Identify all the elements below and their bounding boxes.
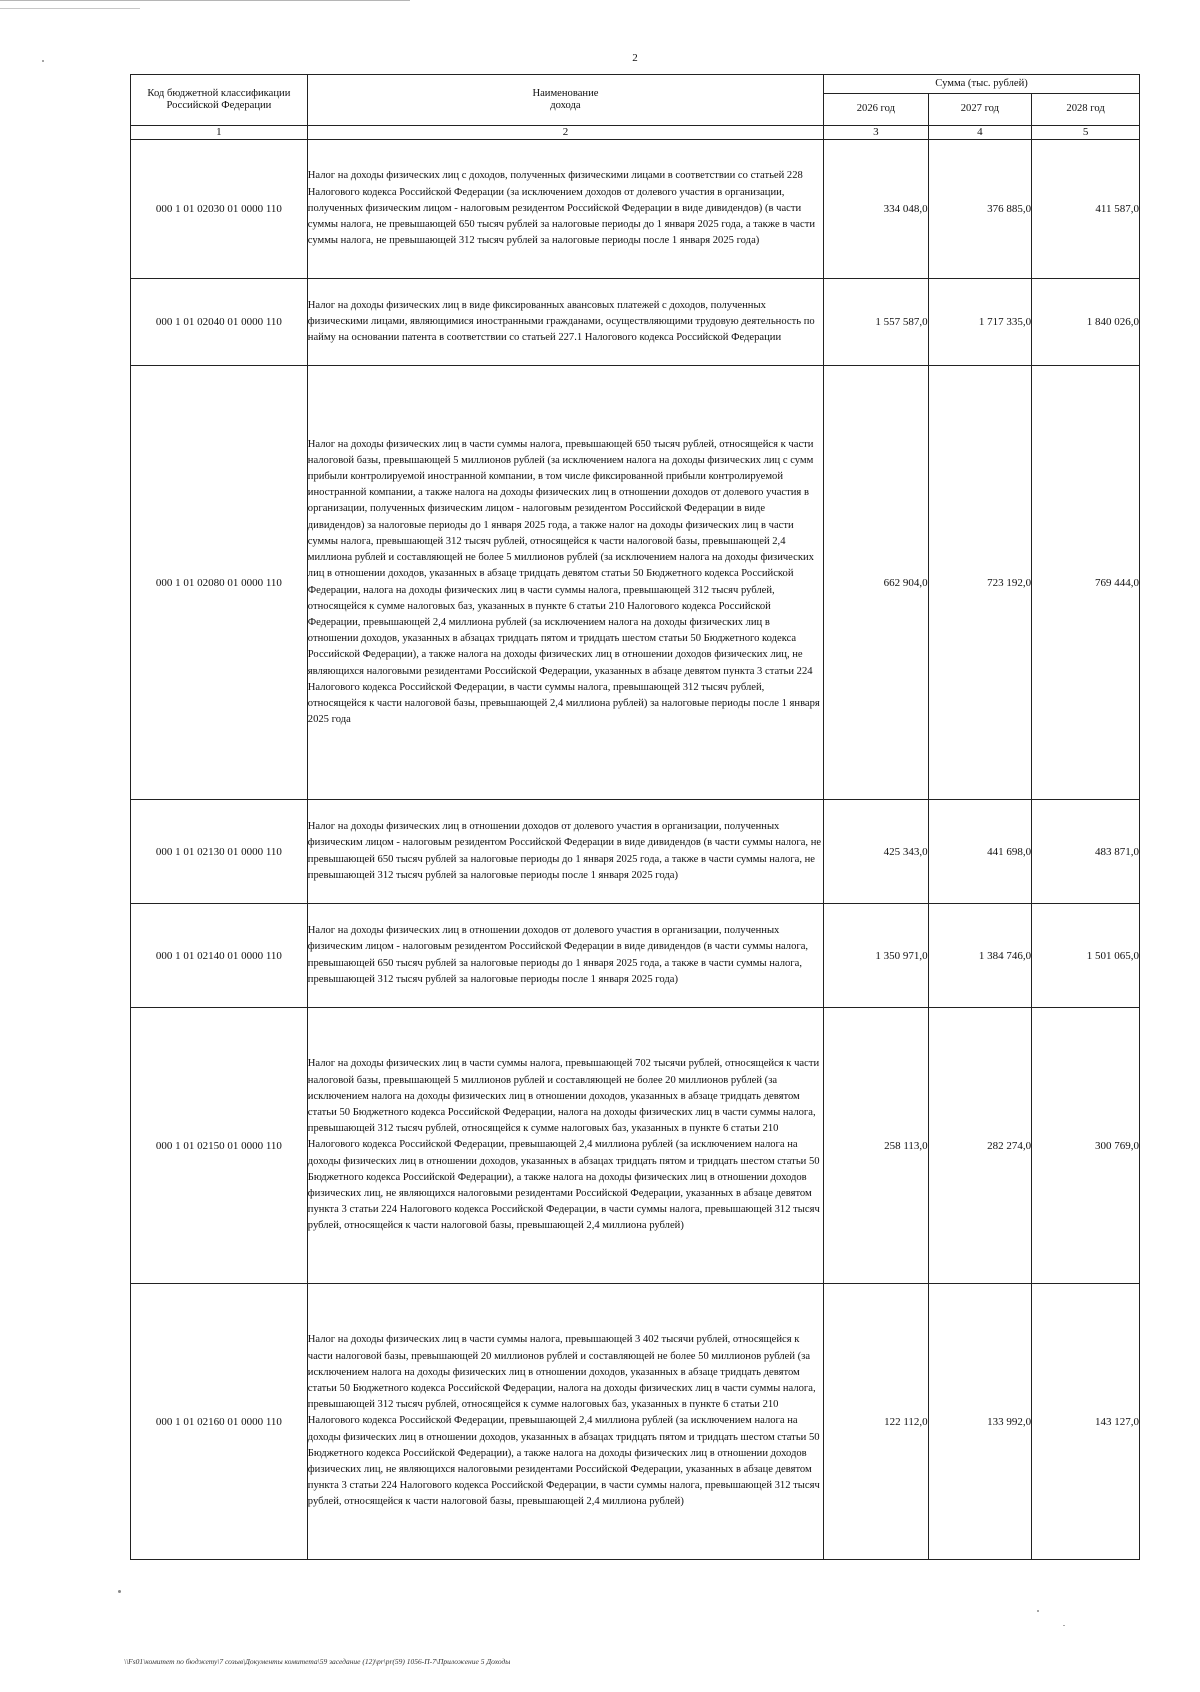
amount-2028: 411 587,0 bbox=[1032, 140, 1140, 279]
budget-code: 000 1 01 02030 01 0000 110 bbox=[131, 140, 308, 279]
table-row bbox=[131, 1008, 1140, 1284]
income-name: Налог на доходы физических лиц в отношении доходов от долевого участия в организации, полученных физическим лицом - налоговым резидентом Российской Федерации в виде дивидендов (в части суммы налога, не превышающей 650 тысяч рублей за налоговые периоды до 1 января 2025 года, а также в части суммы налога, не превышающей 312 тысяч рублей за налоговые периоды после 1 января 2025 года) bbox=[307, 800, 823, 904]
amount-2026: 334 048,0 bbox=[824, 140, 929, 279]
amount-2028: 1 501 065,0 bbox=[1032, 904, 1140, 1008]
amount-2028: 1 840 026,0 bbox=[1032, 279, 1140, 366]
table-row bbox=[131, 279, 1140, 366]
budget-table bbox=[130, 74, 1140, 1560]
budget-code: 000 1 01 02160 01 0000 110 bbox=[131, 1284, 308, 1560]
amount-2027: 723 192,0 bbox=[928, 366, 1031, 800]
budget-code: 000 1 01 02130 01 0000 110 bbox=[131, 800, 308, 904]
table-row bbox=[131, 366, 1140, 800]
income-name: Налог на доходы физических лиц с доходов, полученных физическими лицами в соответствии со статьей 228 Налогового кодекса Российской Федерации (за исключением доходов от долевого участия в организации, полученных физическим лицом - налоговым резидентом Российской Федерации в виде дивидендов) (в части суммы налога, не превышающей 650 тысяч рублей за налоговые периоды до 1 января 2025 года, а также в части суммы налога, не превышающей 312 тысяч рублей за налоговые периоды после 1 января 2025 года) bbox=[307, 140, 823, 279]
scan-edge-line bbox=[0, 0, 410, 1]
budget-code: 000 1 01 02080 01 0000 110 bbox=[131, 366, 308, 800]
budget-code: 000 1 01 02150 01 0000 110 bbox=[131, 1008, 308, 1284]
amount-2026: 662 904,0 bbox=[824, 366, 929, 800]
amount-2027: 1 384 746,0 bbox=[928, 904, 1031, 1008]
footer-file-path: \\Fs01\комитет по бюджету\7 созыв\Документы комитета\59 заседание (12)\pr\pr(59) 1056-П-7\Приложение 5 Доходы bbox=[124, 1657, 511, 1666]
column-number: 1 bbox=[131, 126, 308, 140]
income-name: Налог на доходы физических лиц в части суммы налога, превышающей 3 402 тысячи рублей, относящейся к части налоговой базы, превышающей 20 миллионов рублей и составляющей не более 50 миллионов рублей (за исключением налога на доходы физических лиц в отношении доходов, указанных в абзаце тридцать девятом статьи 50 Бюджетного кодекса Российской Федерации, налога на доходы физических лиц в части суммы налога, превышающей 312 тысяч рублей, относящейся к сумме налоговых баз, указанных в пункте 6 статьи 210 Налогового кодекса Российской Федерации, превышающей 2,4 миллиона рублей (за исключением налога на доходы физических лиц в отношении доходов, указанных в абзацах тридцать пятом и тридцать шестом статьи 50 Бюджетного кодекса Российской Федерации), а также налога на доходы физических лиц в отношении доходов физических лиц, не являющихся налоговыми резидентами Российской Федерации, указанных в абзаце девятом пункта 3 статьи 224 Налогового кодекса Российской Федерации, в части суммы налога, превышающей 312 тысяч рублей, относящейся к части налоговой базы, превышающей 2,4 миллиона рублей) bbox=[307, 1284, 823, 1560]
amount-2027: 1 717 335,0 bbox=[928, 279, 1031, 366]
header-year-2026: 2026 год bbox=[824, 94, 929, 126]
scan-speck bbox=[118, 1590, 121, 1593]
amount-2028: 143 127,0 bbox=[1032, 1284, 1140, 1560]
amount-2027: 441 698,0 bbox=[928, 800, 1031, 904]
amount-2026: 1 350 971,0 bbox=[824, 904, 929, 1008]
income-name: Налог на доходы физических лиц в части суммы налога, превышающей 702 тысячи рублей, относящейся к части налоговой базы, превышающей 5 миллионов рублей и составляющей не более 20 миллионов рублей (за исключением налога на доходы физических лиц в отношении доходов, указанных в абзаце тридцать девятом статьи 50 Бюджетного кодекса Российской Федерации, налога на доходы физических лиц в части суммы налога, превышающей 312 тысяч рублей, относящейся к сумме налоговых баз, указанных в пункте 6 статьи 210 Налогового кодекса Российской Федерации, превышающей 2,4 миллиона рублей (за исключением налога на доходы физических лиц в отношении доходов, указанных в абзацах тридцать пятом и тридцать шестом статьи 50 Бюджетного кодекса Российской Федерации), а также налога на доходы физических лиц в отношении доходов физических лиц, не являющихся налоговыми резидентами Российской Федерации, указанных в абзаце девятом пункта 3 статьи 224 Налогового кодекса Российской Федерации, в части суммы налога, превышающей 312 тысяч рублей, относящейся к части налоговой базы, превышающей 2,4 миллиона рублей) bbox=[307, 1008, 823, 1284]
header-year-2027: 2027 год bbox=[928, 94, 1031, 126]
column-number: 2 bbox=[307, 126, 823, 140]
amount-2027: 376 885,0 bbox=[928, 140, 1031, 279]
header-sum: Сумма (тыс. рублей) bbox=[824, 75, 1140, 94]
header-code: Код бюджетной классификации Российской Федерации bbox=[131, 75, 308, 126]
amount-2027: 133 992,0 bbox=[928, 1284, 1031, 1560]
table-row bbox=[131, 140, 1140, 279]
scan-speck bbox=[1037, 1610, 1039, 1612]
budget-code: 000 1 01 02040 01 0000 110 bbox=[131, 279, 308, 366]
table-row bbox=[131, 1284, 1140, 1560]
column-number: 4 bbox=[928, 126, 1031, 140]
column-number: 5 bbox=[1032, 126, 1140, 140]
scan-edge-line-short bbox=[0, 8, 140, 9]
column-number: 3 bbox=[824, 126, 929, 140]
header-name: Наименование дохода bbox=[307, 75, 823, 126]
amount-2026: 425 343,0 bbox=[824, 800, 929, 904]
amount-2027: 282 274,0 bbox=[928, 1008, 1031, 1284]
header-year-2028: 2028 год bbox=[1032, 94, 1140, 126]
income-name: Налог на доходы физических лиц в части суммы налога, превышающей 650 тысяч рублей, относящейся к части налоговой базы, превышающей 5 миллионов рублей (за исключением налога на доходы физических лиц с сумм прибыли контролируемой иностранной компании, в том числе фиксированной прибыли контролируемой иностранной компании, а также налога на доходы физических лиц в отношении доходов от долевого участия в организации, полученных физическим лицом - налоговым резидентом Российской Федерации в виде дивидендов) за налоговые периоды до 1 января 2025 года, а также налог на доходы физических лиц в части суммы налога, превышающей 312 тысяч рублей, относящейся к части налоговой базы, превышающей 2,4 миллиона рублей и составляющей не более 5 миллионов рублей (за исключением налога на доходы физических лиц в отношении доходов, указанных в абзаце тридцать девятом статьи 50 Бюджетного кодекса Российской Федерации, налога на доходы физических лиц в части суммы налога, превышающей 312 тысяч рублей, относящейся к сумме налоговых баз, указанных в пункте 6 статьи 210 Налогового кодекса Российской Федерации, превышающей 2,4 миллиона рублей (за исключением налога на доходы физических лиц в отношении доходов, указанных в абзацах тридцать пятом и тридцать шестом статьи 50 Бюджетного кодекса Российской Федерации), а также налога на доходы физических лиц в отношении доходов физических лиц, не являющихся налоговыми резидентами Российской Федерации, указанных в абзаце девятом пункта 3 статьи 224 Налогового кодекса Российской Федерации, в части суммы налога, превышающей 312 тысяч рублей, относящейся к части налоговой базы, превышающей 2,4 миллиона рублей) за налоговые периоды после 1 января 2025 года bbox=[307, 366, 823, 800]
page-number: 2 bbox=[632, 52, 638, 64]
amount-2026: 122 112,0 bbox=[824, 1284, 929, 1560]
table-row bbox=[131, 904, 1140, 1008]
amount-2028: 769 444,0 bbox=[1032, 366, 1140, 800]
income-name: Налог на доходы физических лиц в виде фиксированных авансовых платежей с доходов, полученных физическими лицами, являющимися иностранными гражданами, осуществляющими трудовую деятельность по найму на основании патента в соответствии со статьей 227.1 Налогового кодекса Российской Федерации bbox=[307, 279, 823, 366]
income-name: Налог на доходы физических лиц в отношении доходов от долевого участия в организации, полученных физическим лицом - налоговым резидентом Российской Федерации в виде дивидендов (в части суммы налога, превышающей 650 тысяч рублей за налоговые периоды до 1 января 2025 года, а также в части суммы налога, превышающей 312 тысяч рублей за налоговые периоды после 1 января 2025 года) bbox=[307, 904, 823, 1008]
budget-code: 000 1 01 02140 01 0000 110 bbox=[131, 904, 308, 1008]
amount-2028: 483 871,0 bbox=[1032, 800, 1140, 904]
amount-2026: 1 557 587,0 bbox=[824, 279, 929, 366]
amount-2026: 258 113,0 bbox=[824, 1008, 929, 1284]
amount-2028: 300 769,0 bbox=[1032, 1008, 1140, 1284]
table-row bbox=[131, 800, 1140, 904]
scan-speck bbox=[1063, 1625, 1065, 1626]
